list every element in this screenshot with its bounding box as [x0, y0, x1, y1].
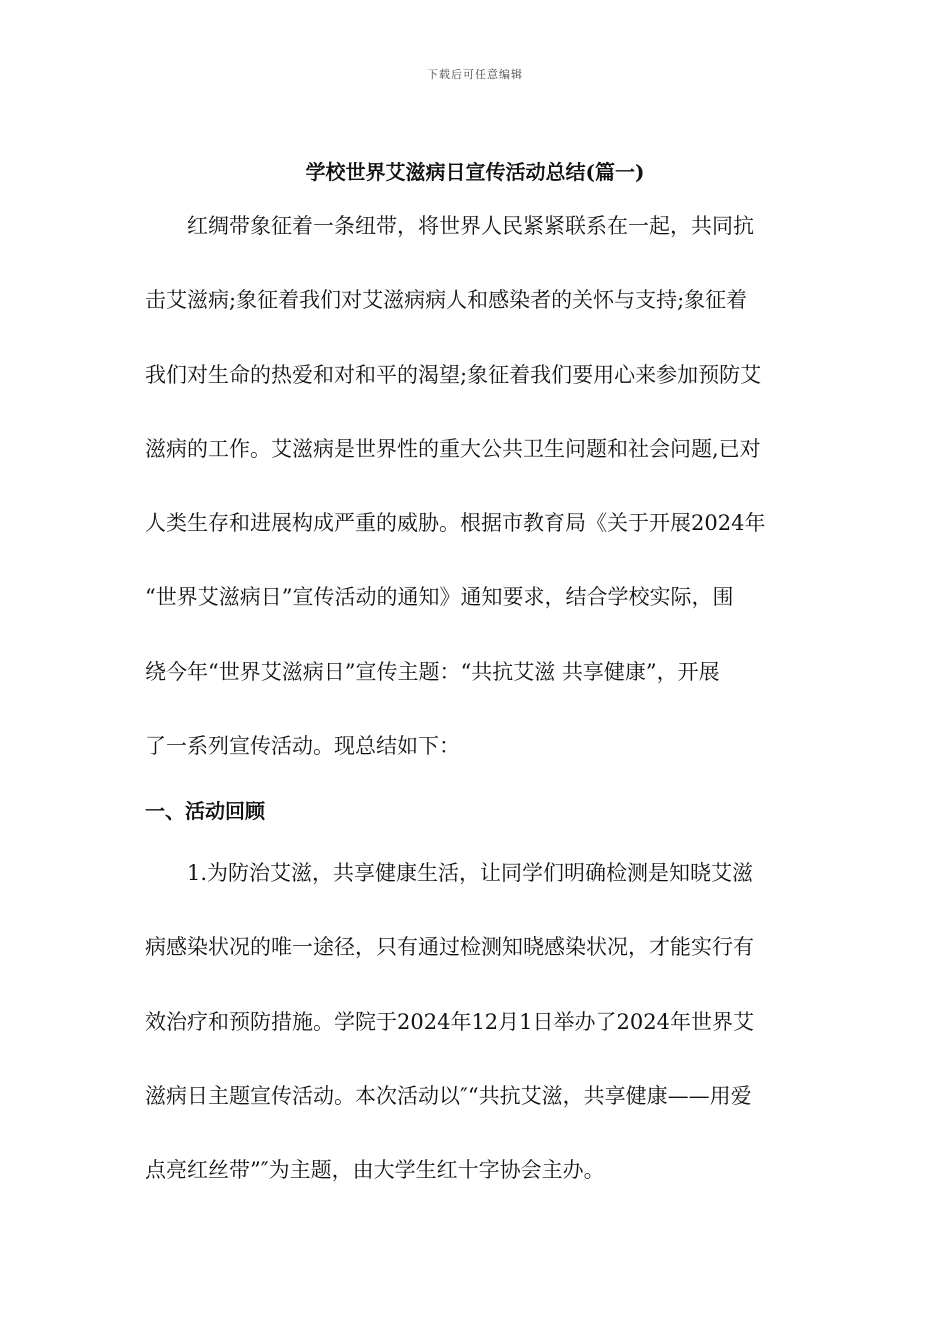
- paragraph-line-2: 击艾滋病;象征着我们对艾滋病病人和感染者的关怀与支持;象征着: [145, 288, 748, 312]
- header-note: 下载后可任意编辑: [427, 68, 523, 81]
- paragraph-line-12: 滋病日主题宣传活动。本次活动以″“共抗艾滋，共享健康——用爱: [145, 1084, 752, 1108]
- paragraph-line-7: 绕今年“世界艾滋病日”宣传主题：“共抗艾滋 共享健康”，开展: [145, 660, 720, 684]
- paragraph-line-13: 点亮红丝带”″为主题，由大学生红十字协会主办。: [145, 1158, 605, 1182]
- paragraph-line-8: 了一系列宣传活动。现总结如下：: [145, 734, 460, 758]
- paragraph-line-6: “世界艾滋病日”宣传活动的通知》通知要求，结合学校实际，围: [145, 585, 734, 609]
- paragraph-line-11: 效治疗和预防措施。学院于2024年12月1日举办了2024年世界艾: [145, 1010, 754, 1034]
- section-heading: 一、活动回顾: [145, 799, 265, 823]
- paragraph-line-9: 1.为防治艾滋，共享健康生活，让同学们明确检测是知晓艾滋: [187, 861, 754, 885]
- paragraph-line-4: 滋病的工作。艾滋病是世界性的重大公共卫生问题和社会问题,已对: [145, 437, 761, 461]
- document-title: 学校世界艾滋病日宣传活动总结(篇一): [305, 160, 645, 184]
- paragraph-line-1: 红绸带象征着一条纽带，将世界人民紧紧联系在一起，共同抗: [187, 214, 754, 238]
- paragraph-line-5: 人类生存和进展构成严重的威胁。根据市教育局《关于开展2024年: [145, 511, 766, 535]
- paragraph-line-10: 病感染状况的唯一途径，只有通过检测知晓感染状况，才能实行有: [145, 935, 754, 959]
- paragraph-line-3: 我们对生命的热爱和对和平的渴望;象征着我们要用心来参加预防艾: [145, 363, 762, 387]
